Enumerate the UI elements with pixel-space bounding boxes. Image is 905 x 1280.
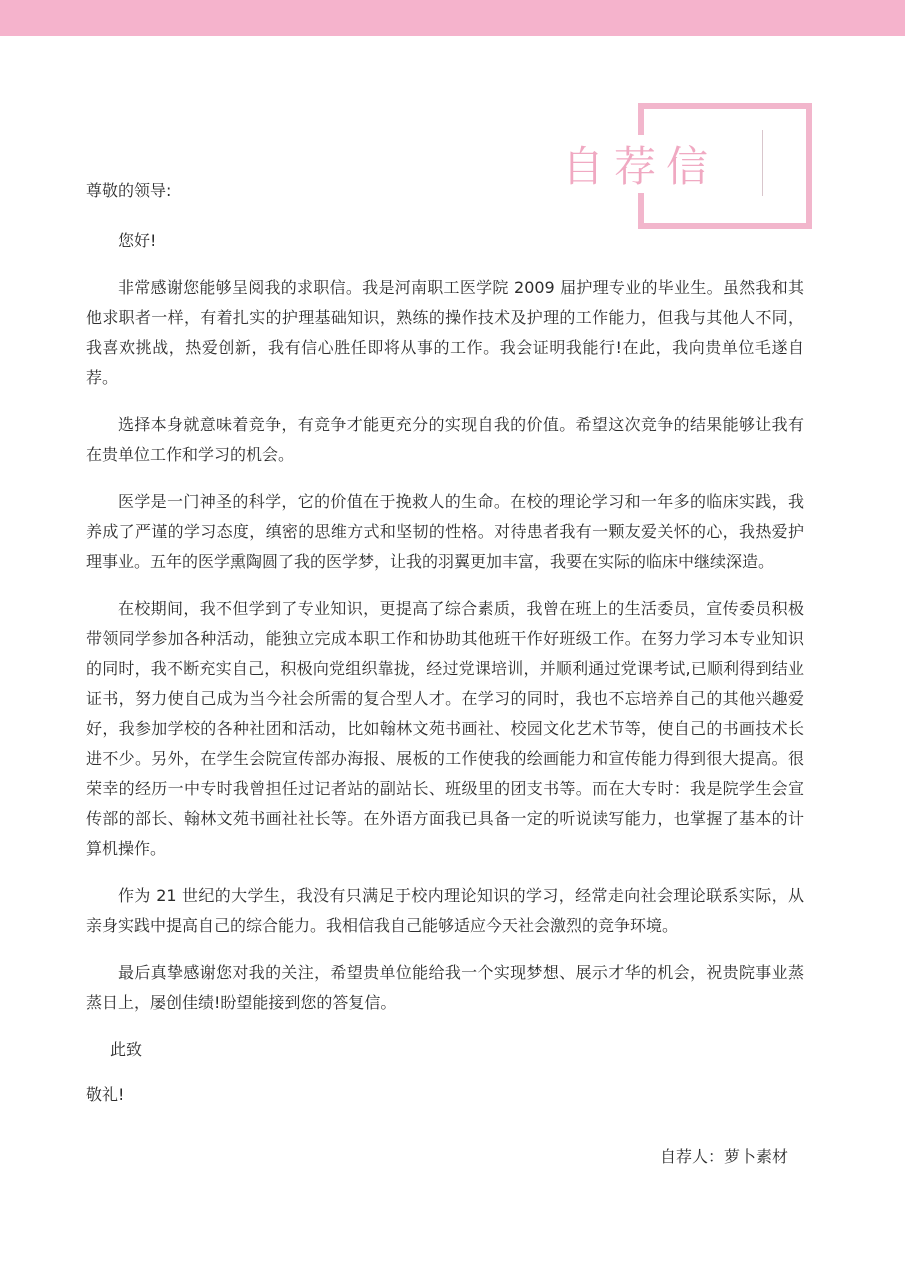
paragraph-closing-thanks: 最后真挚感谢您对我的关注，希望贵单位能给我一个实现梦想、展示才华的机会，祝贵院事业蒸蒸日上，屡创佳绩!盼望能接到您的答复信。 [86, 963, 804, 1012]
closing-jing-li: 敬礼! [86, 1085, 125, 1104]
paragraph-medicine: 医学是一门神圣的科学，它的价值在于挽救人的生命。在校的理论学习和一年多的临床实践，我养成了严谨的学习态度，缜密的思维方式和坚韧的性格。对待患者我有一颗友爱关怀的心，我热爱护理事业。五年的医学熏陶圆了我的医学梦，让我的羽翼更加丰富，我要在实际的临床中继续深造。 [86, 492, 804, 571]
top-decorative-band [0, 0, 905, 36]
greeting: 您好! [118, 231, 157, 250]
salutation: 尊敬的领导: [86, 181, 172, 200]
paragraph-competition: 选择本身就意味着竞争，有竞争才能更充分的实现自我的价值。希望这次竞争的结果能够让我有在贵单位工作和学习的机会。 [86, 415, 804, 464]
paragraph-intro: 非常感谢您能够呈阅我的求职信。我是河南职工医学院 2009 届护理专业的毕业生。虽然我和其他求职者一样，有着扎实的护理基础知识，熟练的操作技术及护理的工作能力，但我与其他人不同，我喜欢挑战，热爱创新，我有信心胜任即将从事的工作。我会证明我能行!在此，我向贵单位毛遂自荐。 [86, 278, 804, 387]
closing-ci-zhi: 此致 [110, 1040, 143, 1059]
paragraph-campus-experience: 在校期间，我不但学到了专业知识，更提高了综合素质，我曾在班上的生活委员，宣传委员积极带领同学参加各种活动，能独立完成本职工作和协助其他班干作好班级工作。在努力学习本专业知识的同时，我不断充实自己，积极向党组织靠拢，经过党课培训，并顺利通过党课考试,已顺利得到结业证书，努力使自己成为当今社会所需的复合型人才。在学习的同时，我也不忘培养自己的其他兴趣爱好，我参加学校的各种社团和活动，比如翰林文苑书画社、校园文化艺术节等，使自己的书画技术长进不少。另外，在学生会院宣传部办海报、展板的工作使我的绘画能力和宣传能力得到很大提高。很荣幸的经历一中专时我曾担任过记者站的副站长、班级里的团支书等。而在大专时：我是院学生会宣传部的部长、翰林文苑书画社社长等。在外语方面我已具备一定的听说读写能力，也掌握了基本的计算机操作。 [86, 599, 804, 858]
paragraph-practice: 作为 21 世纪的大学生，我没有只满足于校内理论知识的学习，经常走向社会理论联系实际，从亲身实践中提高自己的综合能力。我相信我自己能够适应今天社会激烈的竞争环境。 [86, 886, 804, 935]
signature: 自荐人：萝卜素材 [659, 1147, 788, 1166]
document-title: 自荐信 [562, 142, 719, 191]
letter-body [86, 176, 804, 1110]
